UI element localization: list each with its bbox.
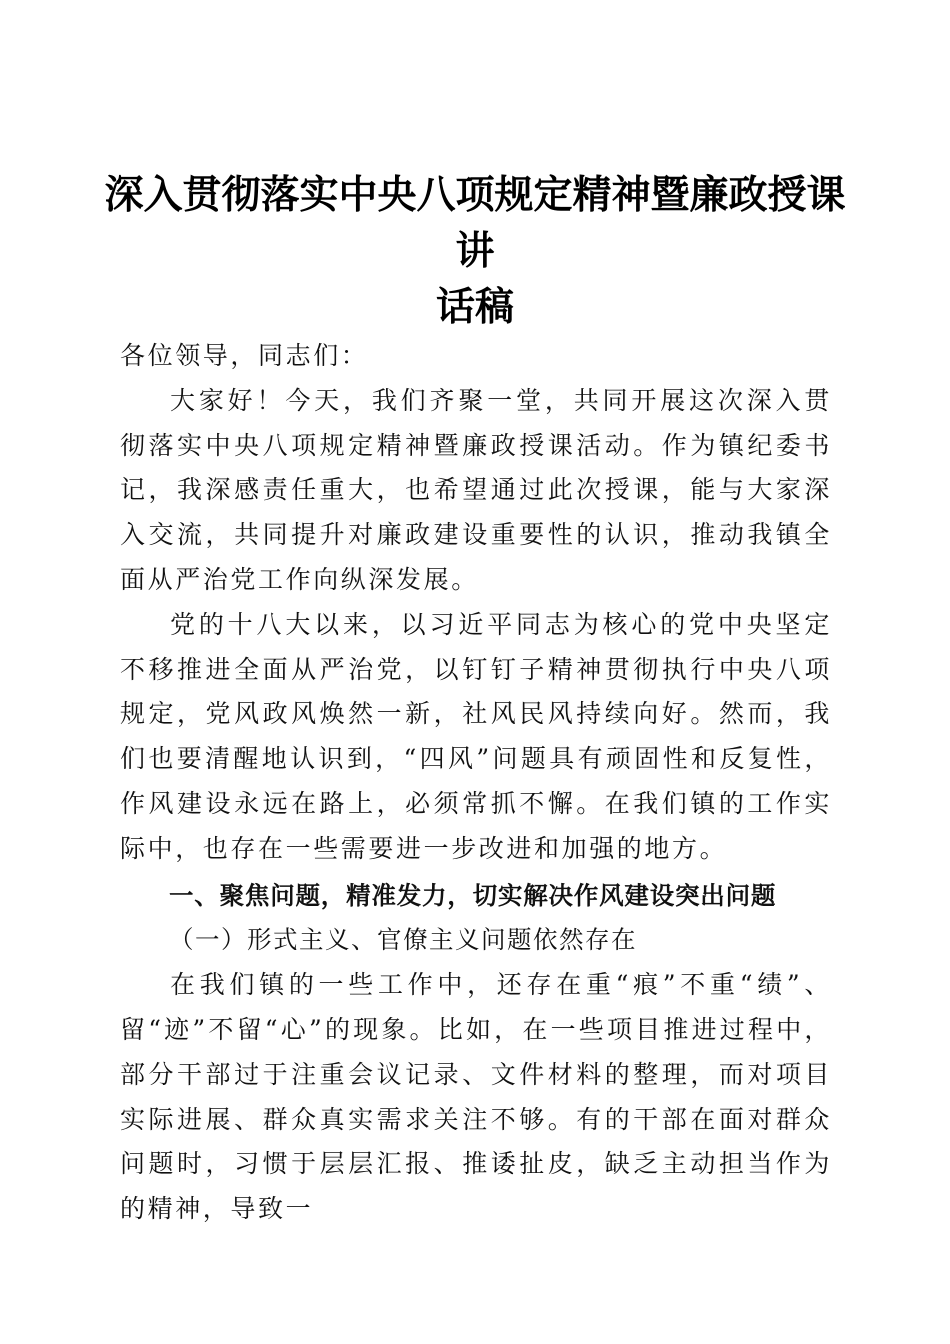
paragraph-issue: 在我们镇的一些工作中，还存在重“痕”不重“绩”、留“迹”不留“心”的现象。比如，在一些项目推进过程中，部分干部过于注重会议记录、文件材料的整理，而对项目实际进展、群众真实需求关注不够。有的干部在面对群众问题时，习惯于层层汇报、推诿扯皮，缺乏主动担当作为的精神，导致一 (120, 970, 832, 1224)
title-line-1: 深入贯彻落实中央八项规定精神暨廉政授课讲 (104, 173, 846, 274)
section-heading: 一、聚焦问题，精准发力，切实解决作风建设突出问题 (169, 880, 777, 910)
document-body (120, 334, 832, 1232)
paragraph-background: 党的十八大以来，以习近平同志为核心的党中央坚定不移推进全面从严治党，以钉钉子精神贯彻执行中央八项规定，党风政风焕然一新，社风民风持续向好。然而，我们也要清醒地认识到，“四风”问题具有顽固性和反复性，作风建设永远在路上，必须常抓不懈。在我们镇的工作实际中，也存在一些需要进一步改进和加强的地方。 (120, 609, 832, 863)
subsection-heading: （一）形式主义、官僚主义问题依然存在 (169, 925, 637, 955)
salutation: 各位领导，同志们： (120, 341, 369, 370)
title-line-2: 话稿 (435, 285, 514, 330)
document-title (100, 168, 850, 336)
paragraph-opening: 大家好！今天，我们齐聚一堂，共同开展这次深入贯彻落实中央八项规定精神暨廉政授课活动。作为镇纪委书记，我深感责任重大，也希望通过此次授课，能与大家深入交流，共同提升对廉政建设重要性的认识，推动我镇全面从严治党工作向纵深发展。 (120, 385, 832, 594)
